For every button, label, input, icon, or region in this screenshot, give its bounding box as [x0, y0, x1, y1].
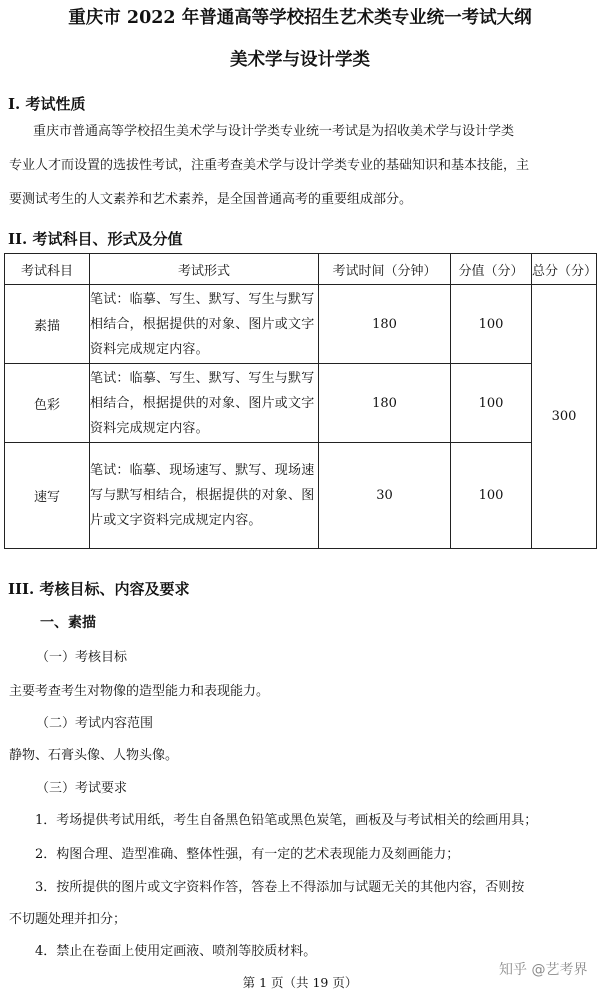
cell-form: 笔试：临摹、写生、默写、写生与默写相结合，根据提供的对象、图片或文字资料完成规定内容。 — [90, 285, 319, 364]
header-form: 考试形式 — [90, 254, 319, 285]
header-score: 分值（分） — [451, 254, 532, 285]
document-title: 重庆市 2022 年普通高等学校招生艺术类专业统一考试大纲 — [68, 8, 532, 28]
requirement-item: 2．构图合理、造型准确、整体性强，有一定的艺术表现能力及刻画能力； — [35, 847, 460, 862]
cell-form: 笔试：临摹、写生、默写、写生与默写相结合，根据提供的对象、图片或文字资料完成规定内容。 — [90, 364, 319, 443]
cell-score: 100 — [451, 364, 532, 443]
cell-time: 30 — [319, 443, 451, 549]
table-row — [5, 443, 597, 549]
goal-text: 主要考查考生对物像的造型能力和表现能力。 — [9, 684, 270, 699]
cell-score: 100 — [451, 285, 532, 364]
cell-score: 100 — [451, 443, 532, 549]
header-time: 考试时间（分钟） — [319, 254, 451, 285]
cell-total: 300 — [532, 285, 597, 549]
table-row — [5, 364, 597, 443]
cell-subject: 素描 — [5, 285, 90, 364]
table-header-row — [5, 254, 597, 285]
section-3-heading: III. 考核目标、内容及要求 — [8, 580, 190, 598]
cell-subject: 色彩 — [5, 364, 90, 443]
requirement-item: 4．禁止在卷面上使用定画液、喷剂等胶质材料。 — [35, 944, 317, 959]
header-total: 总分（分） — [532, 254, 597, 285]
requirement-item: 1．考场提供考试用纸，考生自备黑色铅笔或黑色炭笔，画板及与考试相关的绘画用具； — [35, 813, 538, 828]
scope-text: 静物、石膏头像、人物头像。 — [9, 748, 179, 763]
paragraph-line: 重庆市普通高等学校招生美术学与设计学类专业统一考试是为招收美术学与设计学类 — [33, 124, 515, 139]
cell-subject: 速写 — [5, 443, 90, 549]
paragraph-line: 专业人才而设置的选拔性考试，注重考查美术学与设计学类专业的基础知识和基本技能，主 — [9, 158, 530, 173]
header-subject: 考试科目 — [5, 254, 90, 285]
document-subtitle: 美术学与设计学类 — [230, 50, 370, 70]
requirement-item: 3．按所提供的图片或文字资料作答，答卷上不得添加与试题无关的其他内容，否则按 — [35, 880, 525, 895]
goal-label: （一）考核目标 — [36, 650, 128, 665]
scope-label: （二）考试内容范围 — [36, 716, 154, 731]
cell-time: 180 — [319, 285, 451, 364]
section-1-heading: I. 考试性质 — [8, 95, 86, 113]
requirements-label: （三）考试要求 — [36, 781, 128, 796]
cell-time: 180 — [319, 364, 451, 443]
zhihu-watermark: 知乎 @艺考界 — [499, 962, 588, 978]
page-number: 第 1 页（共 19 页） — [242, 975, 358, 990]
section-2-heading: II. 考试科目、形式及分值 — [8, 230, 183, 248]
sketch-subheading: 一、素描 — [40, 615, 96, 631]
table-row — [5, 285, 597, 364]
requirement-item-continued: 不切题处理并扣分； — [9, 912, 127, 927]
cell-form: 笔试：临摹、现场速写、默写、现场速写与默写相结合，根据提供的对象、图片或文字资料完成规定内容。 — [90, 443, 319, 549]
paragraph-line: 要测试考生的人文素养和艺术素养，是全国普通高考的重要组成部分。 — [9, 192, 413, 207]
exam-subjects-table — [4, 253, 597, 549]
